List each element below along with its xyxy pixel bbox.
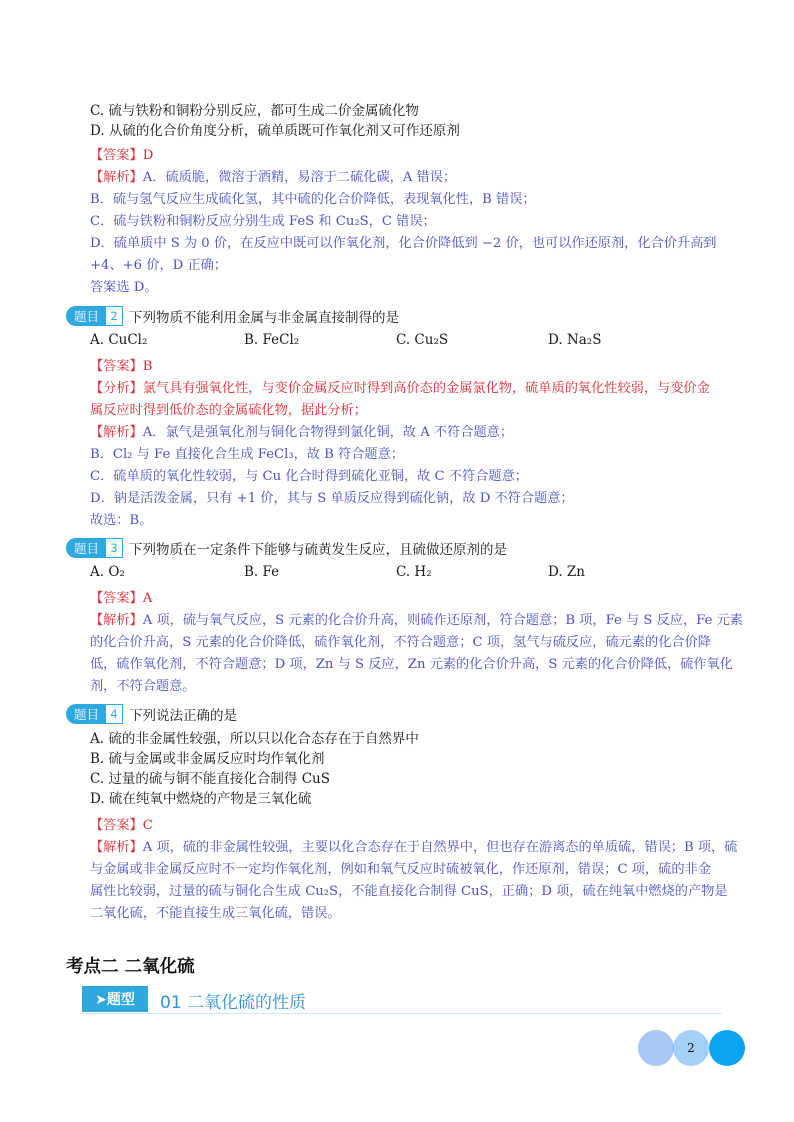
option-b: B. Fe <box>244 564 280 580</box>
option-d: D. 从硫的化合价角度分析，硫单质既可作氧化剂又可作还原剂 <box>90 123 460 139</box>
q1-analysis-line: +4、+6 价，D 正确； <box>90 258 227 273</box>
option-d: D. Na₂S <box>548 332 602 348</box>
option-c: C. Cu₂S <box>396 332 449 348</box>
question-4 <box>66 703 237 725</box>
page-number: 2 <box>687 1041 695 1055</box>
q2-analysis-line: 故选：B。 <box>90 513 153 528</box>
q2-fenxi-line: 属反应时得到低价态的金属硫化物，据此分析； <box>90 403 367 418</box>
option-a: A. 硫的非金属性较强，所以只以化合态存在于自然界中 <box>90 731 419 747</box>
question-badge: 题目 <box>66 704 105 724</box>
question-number: 2 <box>105 306 123 326</box>
q1-analysis-line: D．硫单质中 S 为 0 价，在反应中既可以作氧化剂，化合价降低到 −2 价，也可以作还原剂，化合价升高到 <box>90 236 717 251</box>
option-d: D. Zn <box>548 564 585 580</box>
q3-analysis-line: 的化合价升高，S 元素的化合价降低，硫作氧化剂，不符合题意；C 项，氢气与硫反应，硫元素的化合价降 <box>90 635 711 650</box>
q2-fenxi-line: 【分析】氯气具有强氧化性，与变价金属反应时得到高价态的金属氯化物，硫单质的氧化性较弱，与变价金 <box>90 381 710 396</box>
option-c: C. 过量的硫与铜不能直接化合制得 CuS <box>90 771 330 787</box>
q4-analysis-line: 二氧化硫，不能直接生成三氧化硫，错误。 <box>90 906 341 921</box>
q1-analysis-line: 答案选 D。 <box>90 280 158 295</box>
question-2 <box>66 305 399 327</box>
type-divider <box>82 1013 722 1014</box>
type-title: 01 二氧化硫的性质 <box>160 993 307 1013</box>
footer-circle-dark <box>709 1030 745 1066</box>
question-badge: 题目 <box>66 306 105 326</box>
q3-analysis-line: 低，硫作氧化剂，不符合题意；D 项，Zn 与 S 反应，Zn 元素的化合价升高，S 元素的化合价降低，硫作氧化 <box>90 657 733 672</box>
q1-answer <box>90 146 153 166</box>
question-number: 3 <box>105 538 123 558</box>
option-a: A. CuCl₂ <box>90 332 148 348</box>
q2-answer: 【答案】B <box>90 359 153 374</box>
q4-answer: 【答案】C <box>90 818 153 833</box>
option-b: B. FeCl₂ <box>244 332 300 348</box>
q1-analysis-line: C．硫与铁粉和铜粉反应分别生成 FeS 和 Cu₂S，C 错误； <box>90 214 436 229</box>
q2-analysis-line: C．硫单质的氧化性较弱，与 Cu 化合时得到硫化亚铜，故 C 不符合题意； <box>90 469 528 484</box>
q1-analysis-line: 【解析】A．硫质脆，微溶于酒精，易溶于二硫化碳，A 错误； <box>90 170 457 185</box>
question-stem: 下列物质不能利用金属与非金属直接制得的是 <box>129 310 400 326</box>
option-c: C. H₂ <box>396 564 432 580</box>
q4-analysis-line: 与金属或非金属反应时不一定均作氧化剂，例如和氧气反应时硫被氧化，作还原剂，错误；C 项，硫的非金 <box>90 862 711 877</box>
option-a: A. O₂ <box>90 564 125 580</box>
q3-analysis-line: 剂，不符合题意。 <box>90 679 196 694</box>
q3-answer: 【答案】A <box>90 591 153 606</box>
question-3 <box>66 537 507 559</box>
q2-analysis-line: D．钠是活泼金属，只有 +1 价，其与 S 单质反应得到硫化钠，故 D 不符合题意； <box>90 491 574 506</box>
q4-analysis-line: 【解析】A 项，硫的非金属性较强，主要以化合态存在于自然界中，但也存在游离态的单质硫，错误；B 项，硫 <box>90 840 738 855</box>
q3-analysis-line: 【解析】A 项，硫与氧气反应，S 元素的化合价升高，则硫作还原剂，符合题意；B 项，Fe 与 S 反应，Fe 元素 <box>90 613 743 628</box>
option-b: B. 硫与金属或非金属反应时均作氧化剂 <box>90 751 325 767</box>
q2-analysis-line: 【解析】A．氯气是强氧化剂与铜化合物得到氯化铜，故 A 不符合题意； <box>90 425 514 440</box>
question-number: 4 <box>105 704 123 724</box>
q1-analysis-line: B．硫与氢气反应生成硫化氢，其中硫的化合价降低，表现氧化性，B 错误； <box>90 192 536 207</box>
question-badge: 题目 <box>66 538 105 558</box>
section-title: 考点二 二氧化硫 <box>66 957 195 977</box>
answer-tag: 【答案】 <box>90 148 143 163</box>
answer-value: D <box>142 148 154 163</box>
question-stem: 下列说法正确的是 <box>129 708 238 724</box>
option-c: C. 硫与铁粉和铜粉分别反应，都可生成二价金属硫化物 <box>90 103 419 119</box>
q2-analysis-line: B．Cl₂ 与 Fe 直接化合生成 FeCl₃，故 B 符合题意； <box>90 447 404 462</box>
question-stem: 下列物质在一定条件下能够与硫黄发生反应，且硫做还原剂的是 <box>129 542 508 558</box>
option-d: D. 硫在纯氧中燃烧的产物是三氧化硫 <box>90 791 312 807</box>
q4-analysis-line: 属性比较弱，过量的硫与铜化合生成 Cu₂S，不能直接化合制得 CuS，正确；D 项，硫在纯氧中燃烧的产物是 <box>90 884 728 899</box>
type-badge: ➤题型 <box>82 986 148 1012</box>
footer-circle-light <box>638 1030 674 1066</box>
analysis-tag: 【解析】 <box>90 170 143 185</box>
